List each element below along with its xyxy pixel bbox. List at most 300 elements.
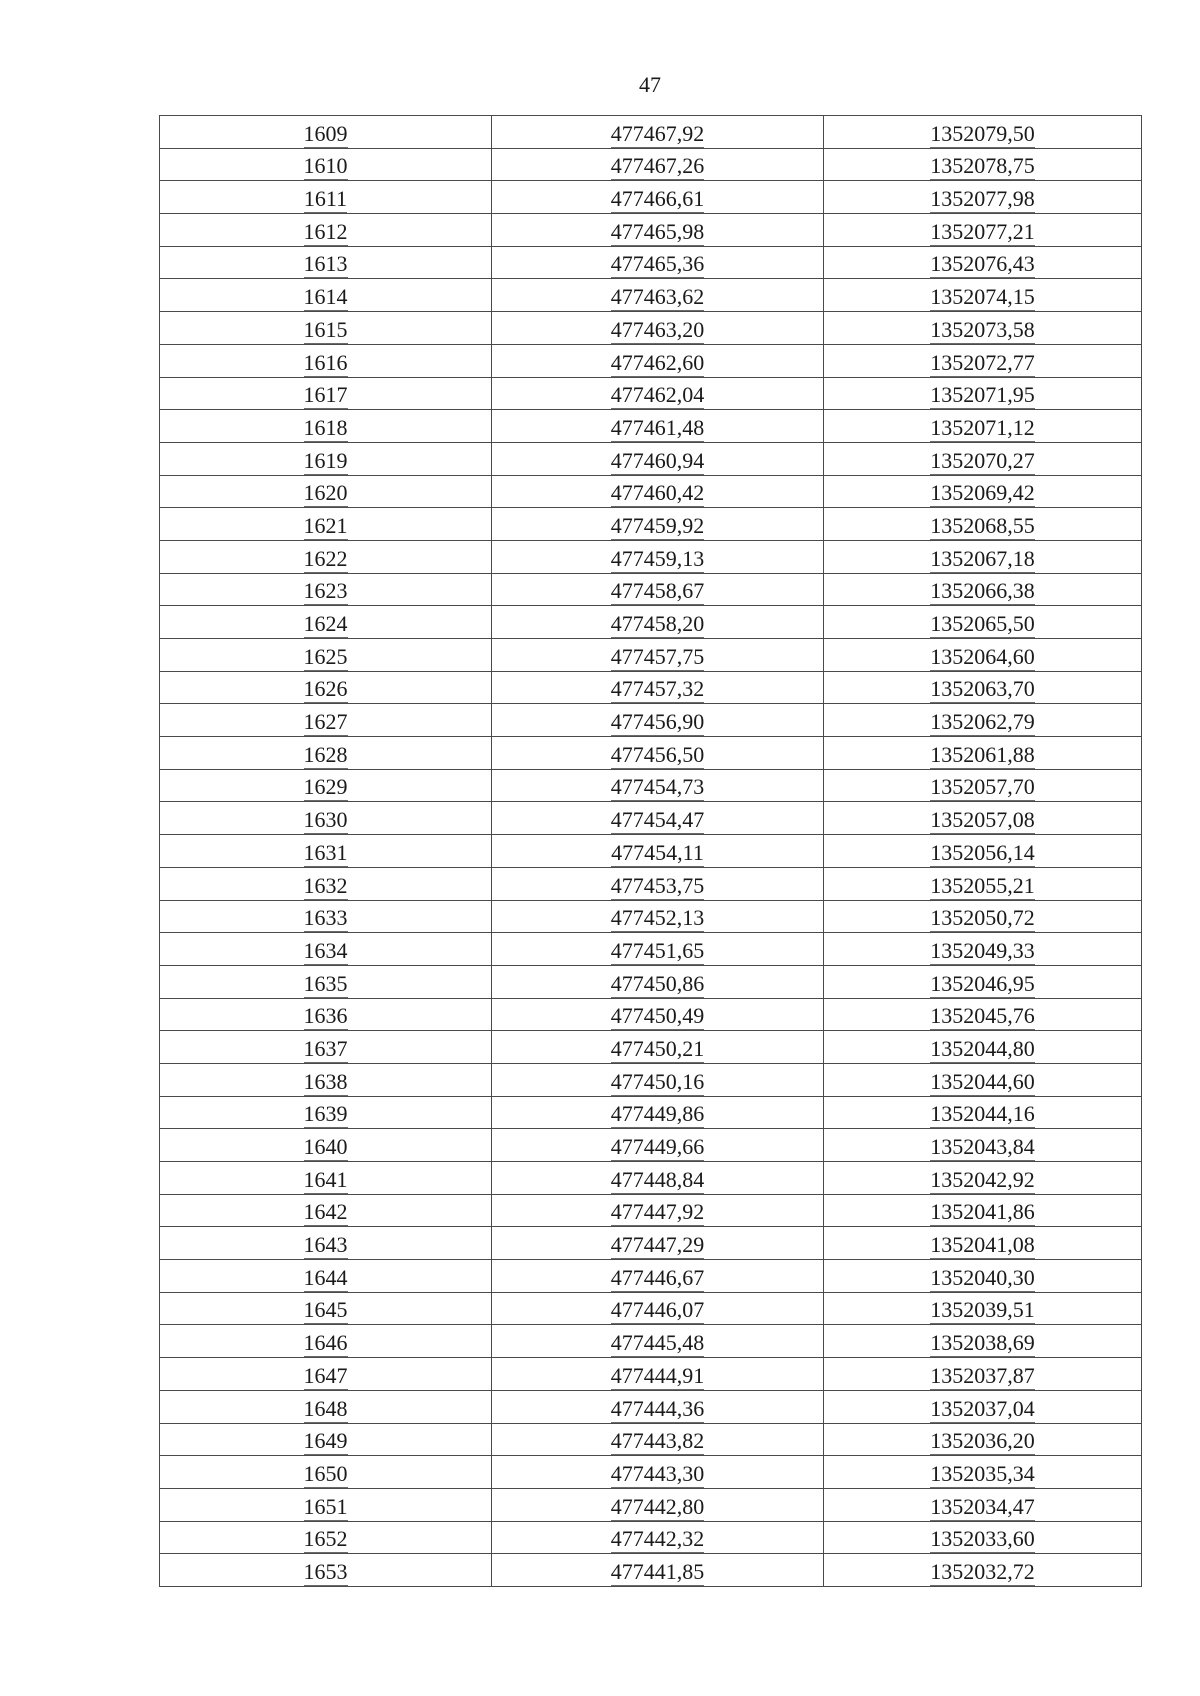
- cell-value: 477460,94: [610, 447, 705, 473]
- point-number-cell: [160, 279, 492, 312]
- table-row: [160, 737, 1142, 770]
- point-number-cell: [160, 573, 492, 606]
- cell-value: 477443,82: [610, 1428, 705, 1454]
- cell-value: 1627: [303, 709, 348, 735]
- cell-value: 477465,98: [610, 218, 705, 244]
- point-number-cell: [160, 1554, 492, 1587]
- cell-value: 1619: [303, 447, 348, 473]
- table-row: [160, 639, 1142, 672]
- table-row: [160, 835, 1142, 868]
- cell-value: 1352045,76: [930, 1003, 1035, 1029]
- x-coordinate-cell: [492, 1063, 824, 1096]
- cell-value: 477454,47: [610, 807, 705, 833]
- y-coordinate-cell: [824, 344, 1142, 377]
- point-number-cell: [160, 540, 492, 573]
- y-coordinate-cell: [824, 1194, 1142, 1227]
- cell-value: 1635: [303, 970, 348, 996]
- cell-value: 1352056,14: [930, 839, 1035, 865]
- table-row: [160, 998, 1142, 1031]
- x-coordinate-cell: [492, 965, 824, 998]
- table-row: [160, 900, 1142, 933]
- point-number-cell: [160, 769, 492, 802]
- cell-value: 1352032,72: [930, 1558, 1035, 1584]
- cell-value: 477465,36: [610, 251, 705, 277]
- x-coordinate-cell: [492, 1456, 824, 1489]
- cell-value: 477460,42: [610, 480, 705, 506]
- cell-value: 1352036,20: [930, 1428, 1035, 1454]
- x-coordinate-cell: [492, 1521, 824, 1554]
- cell-value: 1352071,12: [930, 414, 1035, 440]
- table-row: [160, 933, 1142, 966]
- table-row: [160, 671, 1142, 704]
- cell-value: 477450,49: [610, 1003, 705, 1029]
- table-row: [160, 1488, 1142, 1521]
- x-coordinate-cell: [492, 1390, 824, 1423]
- point-number-cell: [160, 606, 492, 639]
- x-coordinate-cell: [492, 1194, 824, 1227]
- x-coordinate-cell: [492, 540, 824, 573]
- cell-value: 477447,29: [610, 1232, 705, 1258]
- cell-value: 477449,66: [610, 1134, 705, 1159]
- y-coordinate-cell: [824, 573, 1142, 606]
- cell-value: 1612: [303, 218, 348, 244]
- point-number-cell: [160, 1227, 492, 1260]
- cell-value: 1352042,92: [930, 1166, 1035, 1192]
- y-coordinate-cell: [824, 1390, 1142, 1423]
- cell-value: 1653: [303, 1558, 348, 1584]
- cell-value: 1352043,84: [930, 1134, 1035, 1159]
- cell-value: 477459,13: [610, 545, 705, 571]
- cell-value: 1636: [303, 1003, 348, 1029]
- y-coordinate-cell: [824, 475, 1142, 508]
- table-row: [160, 606, 1142, 639]
- cell-value: 1352033,60: [930, 1526, 1035, 1552]
- cell-value: 1650: [303, 1460, 348, 1486]
- y-coordinate-cell: [824, 965, 1142, 998]
- cell-value: 477457,75: [610, 643, 705, 669]
- point-number-cell: [160, 704, 492, 737]
- y-coordinate-cell: [824, 737, 1142, 770]
- y-coordinate-cell: [824, 769, 1142, 802]
- point-number-cell: [160, 639, 492, 672]
- y-coordinate-cell: [824, 1292, 1142, 1325]
- y-coordinate-cell: [824, 1260, 1142, 1293]
- x-coordinate-cell: [492, 769, 824, 802]
- y-coordinate-cell: [824, 312, 1142, 345]
- cell-value: 1618: [303, 414, 348, 440]
- x-coordinate-cell: [492, 410, 824, 443]
- x-coordinate-cell: [492, 704, 824, 737]
- table-row: [160, 246, 1142, 279]
- x-coordinate-cell: [492, 573, 824, 606]
- table-row: [160, 1031, 1142, 1064]
- cell-value: 1617: [303, 382, 348, 408]
- cell-value: 1352038,69: [930, 1330, 1035, 1356]
- cell-value: 1352039,51: [930, 1297, 1035, 1323]
- x-coordinate-cell: [492, 1488, 824, 1521]
- y-coordinate-cell: [824, 540, 1142, 573]
- cell-value: 1352073,58: [930, 316, 1035, 342]
- cell-value: 1352065,50: [930, 611, 1035, 636]
- cell-value: 1623: [303, 578, 348, 604]
- point-number-cell: [160, 802, 492, 835]
- cell-value: 1628: [303, 741, 348, 767]
- cell-value: 1641: [303, 1166, 348, 1192]
- cell-value: 1615: [303, 316, 348, 342]
- page-number: 47: [639, 72, 661, 97]
- y-coordinate-cell: [824, 214, 1142, 247]
- y-coordinate-cell: [824, 246, 1142, 279]
- x-coordinate-cell: [492, 1325, 824, 1358]
- point-number-cell: [160, 1031, 492, 1064]
- x-coordinate-cell: [492, 116, 824, 149]
- cell-value: 1640: [303, 1134, 348, 1159]
- y-coordinate-cell: [824, 835, 1142, 868]
- cell-value: 477449,86: [610, 1101, 705, 1127]
- cell-value: 1639: [303, 1101, 348, 1127]
- point-number-cell: [160, 214, 492, 247]
- table-row: [160, 704, 1142, 737]
- point-number-cell: [160, 344, 492, 377]
- x-coordinate-cell: [492, 279, 824, 312]
- cell-value: 477444,91: [610, 1362, 705, 1388]
- cell-value: 477452,13: [610, 905, 705, 931]
- x-coordinate-cell: [492, 442, 824, 475]
- cell-value: 477447,92: [610, 1199, 705, 1225]
- cell-value: 1634: [303, 937, 348, 963]
- cell-value: 1624: [303, 611, 348, 636]
- y-coordinate-cell: [824, 1129, 1142, 1162]
- cell-value: 1352069,42: [930, 480, 1035, 506]
- cell-value: 1352070,27: [930, 447, 1035, 473]
- cell-value: 1626: [303, 676, 348, 702]
- point-number-cell: [160, 1488, 492, 1521]
- x-coordinate-cell: [492, 606, 824, 639]
- y-coordinate-cell: [824, 1456, 1142, 1489]
- point-number-cell: [160, 508, 492, 541]
- point-number-cell: [160, 1521, 492, 1554]
- y-coordinate-cell: [824, 442, 1142, 475]
- point-number-cell: [160, 116, 492, 149]
- table-row: [160, 802, 1142, 835]
- table-row: [160, 769, 1142, 802]
- point-number-cell: [160, 835, 492, 868]
- table-row: [160, 1423, 1142, 1456]
- cell-value: 1352057,08: [930, 807, 1035, 833]
- cell-value: 1611: [303, 186, 348, 212]
- cell-value: 477456,50: [610, 741, 705, 767]
- point-number-cell: [160, 442, 492, 475]
- x-coordinate-cell: [492, 1227, 824, 1260]
- point-number-cell: [160, 1358, 492, 1391]
- x-coordinate-cell: [492, 737, 824, 770]
- y-coordinate-cell: [824, 377, 1142, 410]
- cell-value: 1622: [303, 545, 348, 571]
- cell-value: 1352034,47: [930, 1493, 1035, 1519]
- table-row: [160, 214, 1142, 247]
- cell-value: 1610: [303, 153, 348, 179]
- x-coordinate-cell: [492, 214, 824, 247]
- y-coordinate-cell: [824, 1096, 1142, 1129]
- table-row: [160, 1162, 1142, 1195]
- point-number-cell: [160, 312, 492, 345]
- cell-value: 477462,60: [610, 349, 705, 375]
- cell-value: 477448,84: [610, 1166, 705, 1192]
- cell-value: 1352041,86: [930, 1199, 1035, 1225]
- point-number-cell: [160, 181, 492, 214]
- point-number-cell: [160, 933, 492, 966]
- cell-value: 477462,04: [610, 382, 705, 408]
- cell-value: 1352044,60: [930, 1068, 1035, 1094]
- cell-value: 477446,07: [610, 1297, 705, 1323]
- table-row: [160, 475, 1142, 508]
- cell-value: 1651: [303, 1493, 348, 1519]
- cell-value: 477454,11: [611, 839, 704, 865]
- table-row: [160, 344, 1142, 377]
- cell-value: 477456,90: [610, 709, 705, 735]
- point-number-cell: [160, 1194, 492, 1227]
- cell-value: 477463,62: [610, 284, 705, 310]
- cell-value: 477451,65: [610, 937, 705, 963]
- cell-value: 1616: [303, 349, 348, 375]
- point-number-cell: [160, 998, 492, 1031]
- table-row: [160, 867, 1142, 900]
- cell-value: 1352057,70: [930, 774, 1035, 800]
- x-coordinate-cell: [492, 508, 824, 541]
- cell-value: 477458,20: [610, 611, 705, 636]
- cell-value: 1352046,95: [930, 970, 1035, 996]
- y-coordinate-cell: [824, 148, 1142, 181]
- table-row: [160, 1063, 1142, 1096]
- x-coordinate-cell: [492, 1358, 824, 1391]
- cell-value: 1609: [303, 120, 348, 146]
- cell-value: 1352055,21: [930, 872, 1035, 898]
- point-number-cell: [160, 1325, 492, 1358]
- point-number-cell: [160, 475, 492, 508]
- table-row: [160, 442, 1142, 475]
- cell-value: 1633: [303, 905, 348, 931]
- cell-value: 1352067,18: [930, 545, 1035, 571]
- y-coordinate-cell: [824, 998, 1142, 1031]
- y-coordinate-cell: [824, 606, 1142, 639]
- cell-value: 1632: [303, 872, 348, 898]
- y-coordinate-cell: [824, 1488, 1142, 1521]
- y-coordinate-cell: [824, 1031, 1142, 1064]
- x-coordinate-cell: [492, 246, 824, 279]
- cell-value: 1352077,21: [930, 218, 1035, 244]
- y-coordinate-cell: [824, 279, 1142, 312]
- y-coordinate-cell: [824, 1325, 1142, 1358]
- cell-value: 1645: [303, 1297, 348, 1323]
- x-coordinate-cell: [492, 181, 824, 214]
- point-number-cell: [160, 410, 492, 443]
- cell-value: 1652: [303, 1526, 348, 1552]
- cell-value: 1352079,50: [930, 120, 1035, 146]
- y-coordinate-cell: [824, 1554, 1142, 1587]
- cell-value: 1643: [303, 1232, 348, 1258]
- x-coordinate-cell: [492, 802, 824, 835]
- cell-value: 1352062,79: [930, 709, 1035, 735]
- point-number-cell: [160, 1260, 492, 1293]
- cell-value: 477459,92: [610, 512, 705, 538]
- table-row: [160, 1194, 1142, 1227]
- table-row: [160, 540, 1142, 573]
- cell-value: 1352041,08: [930, 1232, 1035, 1258]
- x-coordinate-cell: [492, 1162, 824, 1195]
- x-coordinate-cell: [492, 867, 824, 900]
- x-coordinate-cell: [492, 900, 824, 933]
- cell-value: 1352063,70: [930, 676, 1035, 702]
- cell-value: 1613: [303, 251, 348, 277]
- y-coordinate-cell: [824, 1423, 1142, 1456]
- y-coordinate-cell: [824, 867, 1142, 900]
- x-coordinate-cell: [492, 1129, 824, 1162]
- point-number-cell: [160, 377, 492, 410]
- cell-value: 477441,85: [610, 1558, 705, 1584]
- cell-value: 1352050,72: [930, 905, 1035, 931]
- cell-value: 1621: [303, 512, 348, 538]
- cell-value: 1646: [303, 1330, 348, 1356]
- cell-value: 1631: [303, 839, 348, 865]
- x-coordinate-cell: [492, 1423, 824, 1456]
- cell-value: 477461,48: [610, 414, 705, 440]
- y-coordinate-cell: [824, 900, 1142, 933]
- y-coordinate-cell: [824, 1227, 1142, 1260]
- cell-value: 1648: [303, 1395, 348, 1421]
- cell-value: 477466,61: [610, 186, 705, 212]
- cell-value: 1352066,38: [930, 578, 1035, 604]
- x-coordinate-cell: [492, 344, 824, 377]
- cell-value: 477442,32: [610, 1526, 705, 1552]
- cell-value: 1620: [303, 480, 348, 506]
- cell-value: 1352035,34: [930, 1460, 1035, 1486]
- x-coordinate-cell: [492, 933, 824, 966]
- x-coordinate-cell: [492, 377, 824, 410]
- cell-value: 1352064,60: [930, 643, 1035, 669]
- table-row: [160, 377, 1142, 410]
- cell-value: 1352074,15: [930, 284, 1035, 310]
- table-row: [160, 1358, 1142, 1391]
- y-coordinate-cell: [824, 410, 1142, 443]
- cell-value: 1352068,55: [930, 512, 1035, 538]
- y-coordinate-cell: [824, 933, 1142, 966]
- point-number-cell: [160, 1423, 492, 1456]
- table-row: [160, 573, 1142, 606]
- table-row: [160, 1292, 1142, 1325]
- point-number-cell: [160, 1456, 492, 1489]
- table-row: [160, 312, 1142, 345]
- x-coordinate-cell: [492, 312, 824, 345]
- cell-value: 1352044,16: [930, 1101, 1035, 1127]
- cell-value: 1352037,87: [930, 1362, 1035, 1388]
- table-row: [160, 279, 1142, 312]
- y-coordinate-cell: [824, 639, 1142, 672]
- table-row: [160, 508, 1142, 541]
- cell-value: 1352077,98: [930, 186, 1035, 212]
- table-row: [160, 1390, 1142, 1423]
- table-row: [160, 410, 1142, 443]
- cell-value: 1630: [303, 807, 348, 833]
- cell-value: 1352076,43: [930, 251, 1035, 277]
- cell-value: 477467,92: [610, 120, 705, 146]
- point-number-cell: [160, 671, 492, 704]
- cell-value: 477463,20: [610, 316, 705, 342]
- point-number-cell: [160, 965, 492, 998]
- table-row: [160, 116, 1142, 149]
- cell-value: 1638: [303, 1068, 348, 1094]
- x-coordinate-cell: [492, 998, 824, 1031]
- cell-value: 477450,21: [610, 1035, 705, 1061]
- x-coordinate-cell: [492, 671, 824, 704]
- table-row: [160, 965, 1142, 998]
- table-row: [160, 1456, 1142, 1489]
- y-coordinate-cell: [824, 802, 1142, 835]
- cell-value: 477457,32: [610, 676, 705, 702]
- table-row: [160, 181, 1142, 214]
- cell-value: 477450,16: [610, 1068, 705, 1094]
- table-row: [160, 148, 1142, 181]
- table-row: [160, 1554, 1142, 1587]
- coordinates-table-body: [160, 116, 1142, 1587]
- x-coordinate-cell: [492, 1292, 824, 1325]
- table-row: [160, 1325, 1142, 1358]
- table-row: [160, 1260, 1142, 1293]
- cell-value: 477444,36: [610, 1395, 705, 1421]
- y-coordinate-cell: [824, 1162, 1142, 1195]
- point-number-cell: [160, 1129, 492, 1162]
- cell-value: 1644: [303, 1264, 348, 1290]
- point-number-cell: [160, 1096, 492, 1129]
- cell-value: 477467,26: [610, 153, 705, 179]
- x-coordinate-cell: [492, 835, 824, 868]
- cell-value: 1352049,33: [930, 937, 1035, 963]
- point-number-cell: [160, 1063, 492, 1096]
- table-row: [160, 1096, 1142, 1129]
- table-row: [160, 1227, 1142, 1260]
- x-coordinate-cell: [492, 1260, 824, 1293]
- cell-value: 477445,48: [610, 1330, 705, 1356]
- cell-value: 1629: [303, 774, 348, 800]
- table-row: [160, 1521, 1142, 1554]
- cell-value: 477458,67: [610, 578, 705, 604]
- x-coordinate-cell: [492, 1096, 824, 1129]
- y-coordinate-cell: [824, 181, 1142, 214]
- cell-value: 477453,75: [610, 872, 705, 898]
- cell-value: 1647: [303, 1362, 348, 1388]
- cell-value: 1352078,75: [930, 153, 1035, 179]
- cell-value: 477450,86: [610, 970, 705, 996]
- cell-value: 477454,73: [610, 774, 705, 800]
- y-coordinate-cell: [824, 508, 1142, 541]
- cell-value: 1642: [303, 1199, 348, 1225]
- cell-value: 1649: [303, 1428, 348, 1454]
- cell-value: 1352061,88: [930, 741, 1035, 767]
- y-coordinate-cell: [824, 671, 1142, 704]
- cell-value: 1352040,30: [930, 1264, 1035, 1290]
- cell-value: 477446,67: [610, 1264, 705, 1290]
- point-number-cell: [160, 737, 492, 770]
- x-coordinate-cell: [492, 1554, 824, 1587]
- x-coordinate-cell: [492, 475, 824, 508]
- point-number-cell: [160, 1390, 492, 1423]
- point-number-cell: [160, 867, 492, 900]
- cell-value: 1614: [303, 284, 348, 310]
- point-number-cell: [160, 246, 492, 279]
- point-number-cell: [160, 148, 492, 181]
- x-coordinate-cell: [492, 1031, 824, 1064]
- coordinates-table: [159, 115, 1142, 1587]
- cell-value: 1352044,80: [930, 1035, 1035, 1061]
